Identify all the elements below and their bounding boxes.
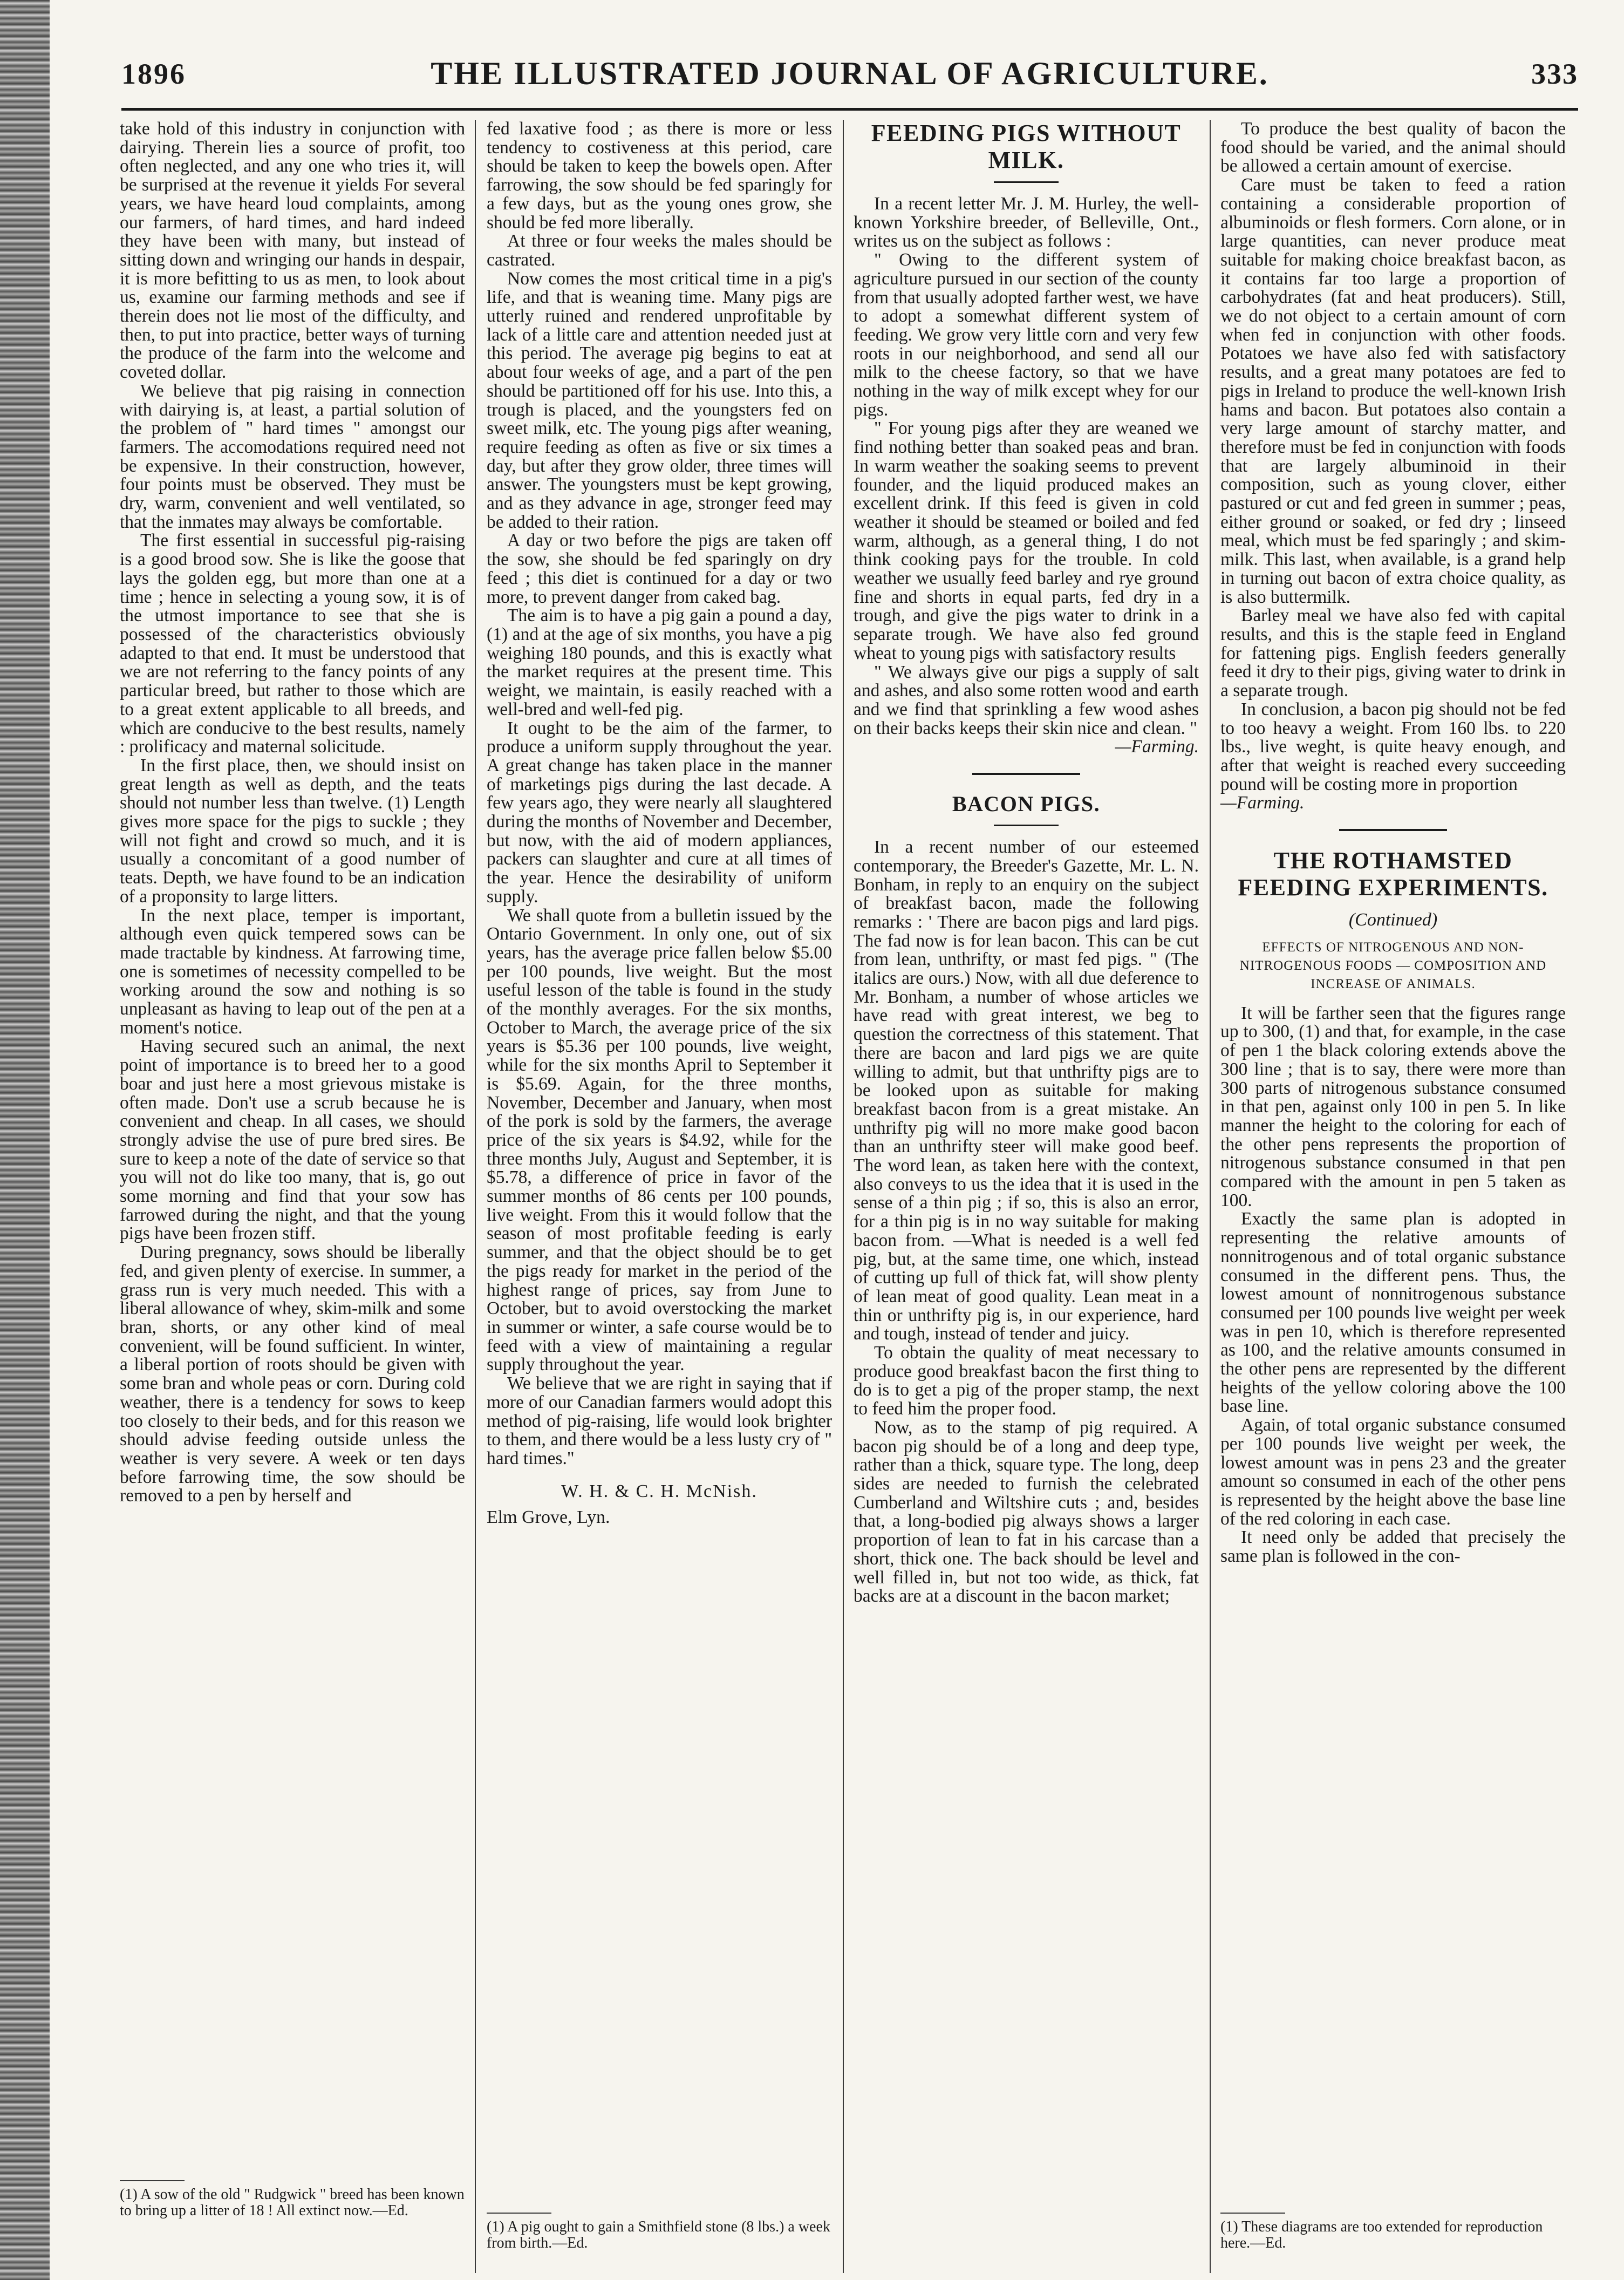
paragraph: To produce the best quality of bacon the food should be varied, and the animal should be allowed a certain amount of exercise. (1220, 119, 1566, 176)
column-3 (854, 120, 1199, 1606)
paragraph: In a recent letter Mr. J. M. Hurley, the well-known Yorkshire breeder, of Belleville, Ont., writes us on the subject as follows : (854, 194, 1199, 251)
paragraph: In a recent number of our esteemed contemporary, the Breeder's Gazette, Mr. L. N. Bonham, in reply to an enquiry on the subject of breakfast bacon, made the following remarks : ' There are bacon pigs and lard pigs. The fad now is for lean bacon. This can be cut from lean, unthrifty, or mast fed pigs. " (The italics are ours.) Now, with all due deference to Mr. Bonham, a number of whose articles we have read with great interest, we beg to question the correctness of this statement. That there are bacon and lard pigs we are quite willing to admit, but that unthrifty pigs are to be looked upon as suitable for making breakfast bacon from is a great mistake. An unthrifty pig will no more make good bacon than an unthrifty steer will make good beef. The word lean, as taken here with the context, also conveys to us the idea that it is used in the sense of a thin pig ; if so, this is also an error, for a thin pig is in no way suitable for making bacon from. —What is needed is a well fed pig, but, at the same time, one which, instead of cutting up full of thick fat, will show plenty of lean meat of good quality. Lean meat in a thin or unthrifty pig is, in our experience, hard and tough, instead of tender and juicy. (854, 837, 1199, 1344)
footnote: (1) A pig ought to gain a Smithfield stone (8 lbs.) a week from birth.—Ed. (487, 2218, 830, 2251)
article-subheading: EFFECTS OF NITROGENOUS AND NON-NITROGENOUS FOODS — COMPOSITION AND INCREASE OF ANIMALS. (1239, 940, 1547, 991)
paragraph: fed laxative food ; as there is more or less tendency to costiveness at this period, care should be taken to keep the bowels open. After farrowing, the sow should be fed sparingly for a few days, but as the young ones grow, she should be fed more liberally. (487, 119, 832, 233)
paragraph: Care must be taken to feed a ration containing a considerable proportion of albuminoids or flesh formers. Corn alone, or in large quantities, can never produce meat suitable for making choice breakfast bacon, as it contains far too large a proportion of carbohydrates (fat and heat producers). Still, we do not object to a certain amount of corn when fed in conjunction with other foods. Potatoes we have also fed with satisfactory results, and a great many potatoes are fed to pigs in Ireland to produce the well-known Irish hams and bacon. But potatoes also contain a very large amount of starchy matter, and therefore must be fed in conjunction with foods that are largely albuminoid in their composition, such as young clover, either pastured or cut and fed green in summer ; peas, either ground or soaked, or fed dry ; linseed meal, which must be fed sparingly ; and skim-milk. This last, when available, is a grand help in turning out bacon of extra choice quality, as is also buttermilk. (1220, 175, 1566, 607)
paragraph: To obtain the quality of meat necessary to produce good breakfast bacon the first thing to do is to get a pig of the proper stamp, the next to feed him the proper food. (854, 1343, 1199, 1419)
paragraph: Now comes the most critical time in a pig's life, and that is weaning time. Many pigs are utterly ruined and rendered unprofitable by lack of a little care and attention needed just at this period. The average pig begins to eat at about four weeks of age, and a part of the pen should be partitioned off for his use. Into this, a trough is placed, and the youngsters fed on sweet milk, etc. The young pigs after weaning, require feeding as often as five or six times a day, but after they grow older, three times will answer. The youngsters must be kept growing, and as they advance in age, stronger feed may be added to their ration. (487, 268, 832, 532)
paragraph: take hold of this industry in conjunction with dairying. Therein lies a source of profit, too often neglected, and any one who tries it, will be surprised at the revenue it yields For several years, we have heard loud complaints, among our farmers, of hard times, and hard indeed they have been with many, but instead of sitting down and wringing our hands in despair, it is more befitting to us as men, to look about us, examine our farming methods and see if therein does not lie most of the difficulty, and then, to put into practice, better ways of turning the produce of the farm into the welcome and coveted dollar. (120, 119, 465, 383)
paragraph: A day or two before the pigs are taken off the sow, she should be fed sparingly on dry feed ; this diet is continued for a day or two more, to prevent danger from caked bag. (487, 530, 832, 607)
paragraph: In conclusion, a bacon pig should not be fed to too heavy a weight. From 160 lbs. to 220 lbs., live weght, is quite heavy enough, and after that weight is reached every succeeding pound will be costing more in proportion (1220, 699, 1566, 794)
author-signature: W. H. & C. H. McNish. (561, 1481, 758, 1501)
author-place: Elm Grove, Lyn. (487, 1507, 610, 1528)
footnote-rule (120, 2180, 185, 2181)
paragraph: Barley meal we have also fed with capital results, and this is the staple feed in England for fattening pigs. English feeders generally feed it dry to their pigs, giving water to drink in a separate trough. (1220, 605, 1566, 701)
page-number: 333 (1531, 58, 1578, 90)
article-headline: THE ROTHAMSTED FEEDING EXPERIMENTS. (1238, 847, 1548, 901)
article-credit (854, 738, 1199, 757)
paragraph: At three or four weeks the males should be castrated. (487, 231, 832, 270)
column-4 (1220, 120, 1566, 1566)
paragraph: " Owing to the different system of agriculture pursued in our section of the county from that usually adopted farther west, we have to adopt a somewhat different system of feeding. We grow very little corn and very few roots in our neighborhood, and send all our milk to the cheese factory, so that we have nothing in the way of milk except whey for our pigs. (854, 250, 1199, 420)
paragraph: " For young pigs after they are weaned we find nothing better than soaked peas and bran. In warm weather the soaking seems to prevent founder, and the liquid produced makes an excellent drink. If this feed is given in cold weather it should be steamed or boiled and fed warm, although, as a general thing, I do not think cooking pays for the trouble. In cold weather we usually feed barley and rye ground fine and shorts in equal parts, fed dry in a trough, and give the pigs water to drink in a separate trough. We have also fed ground wheat to young pigs with satisfactory results (854, 418, 1199, 663)
paragraph: We believe that pig raising in connection with dairying is, at least, a partial solution of the problem of " hard times " amongst our farmers. The accomodations required need not be expensive. In their construction, however, four points must be observed. They must be dry, warm, convenient and well ventilated, so that the inmates may always be comfortable. (120, 380, 465, 532)
source-credit: —Farming. (1220, 793, 1305, 813)
paragraph: The first essential in successful pig-raising is a good brood sow. She is like the goose that lays the golden egg, but more than one at a time ; hence in selecting a young sow, it is of the utmost importance to see that she is possessed of the characteristics obviously adapted to that end. It must be understood that we are not referring to the fancy points of any particular breed, but rather to those which are to a great extent applicable to all breeds, and which are conducive to the best results, namely : prolificacy and maternal solicitude. (120, 530, 465, 757)
headline-rule (994, 181, 1059, 183)
column-1 (120, 120, 465, 1506)
header-rule (121, 108, 1578, 111)
paragraph: We believe that we are right in saying that if more of our Canadian farmers would adopt this method of pig-raising, life would look brighter to them, and there would be a less lusty cry of " hard times." (487, 1373, 832, 1468)
article-separator (1339, 829, 1447, 831)
header-year: 1896 (121, 58, 186, 90)
paragraph: In the first place, then, we should insist on great length as well as depth, and the teats should not number less than twelve. (1) Length gives more space for the pigs to suckle ; they will not fight and crowd so much, and it is usually a concomitant of a good number of teats. Depth, we have found to be an indication of a proponsity to large litters. (120, 755, 465, 907)
source-credit: —Farming. (1115, 737, 1199, 757)
footnote-rule (1220, 2213, 1285, 2214)
paragraph: " We always give our pigs a supply of salt and ashes, and also some rotten wood and earth and we find that sprinkling a few wood ashes on their backs keeps their skin nice and clean. " (854, 662, 1199, 738)
paragraph: Exactly the same plan is adopted in representing the relative amounts of nonnitrogenous and of total organic substance consumed in the different pens. Thus, the lowest amount of nonnitrogenous substance consumed per 100 pounds live weight per week was in pen 10, which is therefore represented as 100, and the relative amounts consumed in the other pens are represented by the different heights of the yellow coloring above the 100 base line. (1220, 1209, 1566, 1417)
article-headline: BACON PIGS. (952, 792, 1101, 816)
scan-binding-edge (0, 0, 50, 2280)
paragraph: The aim is to have a pig gain a pound a day, (1) and at the age of six months, you have a pig weighing 180 pounds, and this is exactly what the market requires at the present time. This weight, we maintain, is easily reached with a well-bred and well-fed pig. (487, 605, 832, 719)
paragraph: We shall quote from a bulletin issued by the Ontario Government. In only one, out of six years, has the average price fallen below $5.00 per 100 pounds, live weight. But the most useful lesson of the table is found in the study of the monthly averages. For the six months, October to March, the average price of the six years is $5.36 per 100 pounds, live weight, while for the six months April to September it is $5.69. Again, for the three months, November, December and January, when most of the pork is sold by the farmers, the average price of the six years is $4.92, while for the three months July, August and September, it is $5.78, a difference of price in favor of the summer months of 86 cents per 100 pounds, live weight. From this it would follow that the season of most profitable feeding is early summer, and that the object should be to get the pigs ready for market in the period of the highest range of prices, say from June to October, but to avoid overstocking the market in summer or winter, a safe course would be to feed with a view of maintaining a regular supply throughout the year. (487, 905, 832, 1375)
page-header (121, 47, 1578, 99)
paragraph: Again, of total organic substance consumed per 100 pounds live weight per week, the lowest amount was in pens 23 and the greater amount so consumed in each of the other pens is represented by the height above the base line of the red coloring in each case. (1220, 1415, 1566, 1529)
paragraph: It will be farther seen that the figures range up to 300, (1) and that, for example, in the case of pen 1 the black coloring extends above the 300 line ; that is to say, there were more than 300 parts of nitrogenous substance consumed in that pen, against only 100 in pen 5. In like manner the height to the coloring for each of the other pens represents the proportion of nitrogenous substance consumed in that pen compared with the amount in pen 5 taken as 100. (1220, 1003, 1566, 1210)
paragraph: During pregnancy, sows should be liberally fed, and given plenty of exercise. In summer, a grass run is very much needed. This with a liberal allowance of whey, skim-milk and some bran, shorts, or any other kind of meal convenient, will be found sufficient. In winter, a liberal portion of roots should be given with some bran and whole peas or corn. During cold weather, there is a tendency for sows to keep too closely to their beds, and for this reason we should advise feeding outside unless the weather is very severe. A week or ten days before farrowing time, the sow should be removed to a pen by herself and (120, 1242, 465, 1506)
paragraph: In the next place, temper is important, although even quick tempered sows can be made tractable by kindness. At farrowing time, one is sometimes of necessity compelled to be working around the sow and nothing is so unpleasant as having to leap out of the pen at a moment's notice. (120, 905, 465, 1038)
article-headline: FEEDING PIGS WITHOUT MILK. (871, 120, 1182, 173)
column-divider (843, 120, 844, 2273)
article-separator (972, 773, 1080, 775)
paragraph: It need only be added that precisely the same plan is followed in the con- (1220, 1527, 1566, 1567)
journal-title: THE ILLUSTRATED JOURNAL OF AGRICULTURE. (431, 56, 1269, 91)
footnote: (1) These diagrams are too extended for reproduction here.—Ed. (1220, 2218, 1543, 2251)
footnote: (1) A sow of the old " Rudgwick " breed has been known to bring up a litter of 18 ! All extinct now.—Ed. (120, 2186, 465, 2219)
column-divider (1210, 120, 1211, 2273)
paragraph: Now, as to the stamp of pig required. A bacon pig should be of a long and deep type, rather than a thick, square type. The long, deep sides are needed to furnish the celebrated Cumberland and Wiltshire cuts ; and, besides that, a long-bodied pig always shows a larger proportion of lean to fat in his carcase than a short, thick one. The back should be level and well filled in, but not too wide, as thick, fat backs are at a discount in the bacon market; (854, 1417, 1199, 1607)
column-2 (487, 120, 832, 1527)
continued-label: (Continued) (1348, 910, 1438, 930)
paragraph: It ought to be the aim of the farmer, to produce a uniform supply throughout the year. A great change has taken place in the manner of marketings pigs during the last decade. A few years ago, they were nearly all slaughtered during the months of November and December, but now, with the aid of modern appliances, packers can slaughter and cure at all times of the year. Hence the desirability of uniform supply. (487, 718, 832, 907)
paragraph: Having secured such an animal, the next point of importance is to breed her to a good boar and just here a most grievous mistake is often made. Don't use a scrub because he is convenient and cheap. In all cases, we should strongly advise the use of pure bred sires. Be sure to keep a note of the date of service so that you will not do like too many, that is, go out some morning and find that your sow has farrowed during the night, and that the young pigs have been frozen stiff. (120, 1036, 465, 1244)
footnote-rule (487, 2213, 551, 2214)
article-credit (1220, 794, 1566, 813)
column-divider (475, 120, 476, 2273)
headline-rule (994, 825, 1059, 826)
